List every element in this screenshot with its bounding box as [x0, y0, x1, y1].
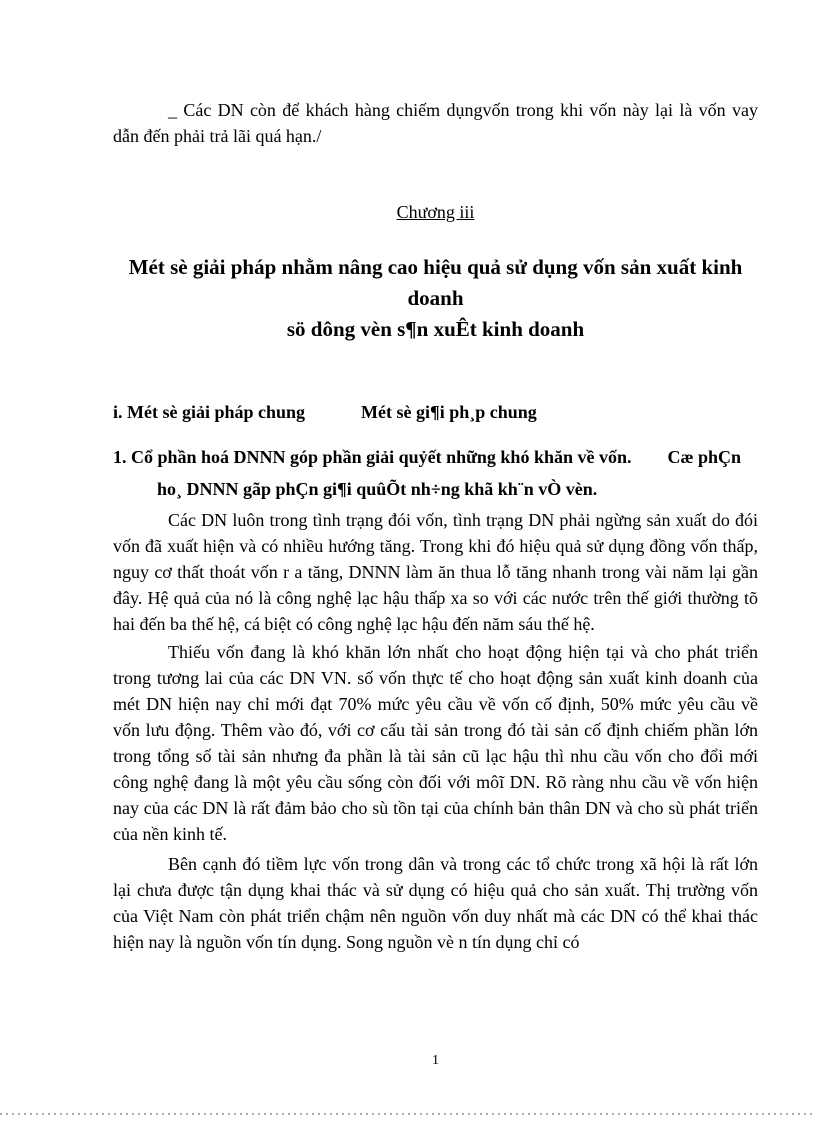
body-paragraph-1: Các DN luôn trong tình trạng đói vốn, tình trạng DN phải ngừng sản xuất do đói vốn đã xuất hiện và có nhiều hướng tăng. Trong khi đó hiệu quả sử dụng đồng vốn thấp, nguy cơ thất thoát vốn r a tăng, DNNN làm ăn thua lỗ tăng nhanh trong vài năm lại gần đây. Hệ quả của nó là công nghệ lạc hậu thấp xa so với các nước trên thế giới thường tõ hai đến ba thế hệ, cá biệt có công nghệ lạc hậu đến năm sáu thế hệ.: [113, 510, 758, 634]
body-paragraph-2: Thiếu vốn đang là khó khăn lớn nhất cho hoạt động hiện tại và cho phát triển trong tương lai của các DN VN. số vốn thực tế cho hoạt động sản xuất kinh doanh của mét DN hiện nay chỉ mới đạt 70% mức yêu cầu về vốn cố định, 50% mức yêu cầu về vốn lưu động. Thêm vào đó, với cơ cấu tài sản trong đó tài sản cố định chiếm phần lớn trong tổng số tài sản nhưng đa phần là tài sản cũ lạc hậu thì nhu cầu vốn cho đổi mới công nghệ đang là một yêu cầu sống còn đối với môĩ DN. Rõ ràng nhu cầu về vốn hiện nay của các DN là rất đảm bảo cho sù tồn tại của chính bản thân DN và cho sù phát triển của nền kinh tế.: [113, 642, 758, 844]
section-1-vi-text: 1. Cổ phần hoá DNNN góp phần giải quỷết những khó khăn về vốn.: [113, 447, 632, 467]
intro-paragraph: _ Các DN còn để khách hàng chiếm dụngvốn trong khi vốn này lại là vốn vay dẫn đến phải trả lãi quá hạn./: [113, 100, 758, 146]
section-i-tcvn-text: Mét sè gi¶i ph¸p chung: [361, 402, 537, 422]
section-heading-1: [113, 441, 758, 505]
document-title: [113, 252, 758, 345]
section-heading-i: [113, 399, 758, 425]
section-1-tcvn-text: Cæ phÇn ho¸ DNNN gãp phÇn gi¶i quûÕt nh÷ng khã kh¨n vÒ vèn.: [157, 447, 742, 499]
chapter-label: [113, 199, 758, 225]
title-line-1: Mét sè giải pháp nhằm nâng cao hiệu quả sử dụng vốn sản xuất kinh doanh: [128, 255, 743, 310]
page-break-dotted-line: [0, 1113, 816, 1115]
page-number: 1: [432, 1053, 439, 1068]
section-i-vi-text: i. Mét sè giải pháp chung: [113, 402, 306, 422]
chapter-label-text: Chương iii: [396, 202, 475, 222]
page-content: [113, 0, 758, 955]
body-paragraph-3: Bên cạnh đó tiềm lực vốn trong dân và trong các tổ chức trong xã hội là rất lớn lại chưa được tận dụng khai thác và sử dụng có hiệu quả cho sản xuất. Thị trường vốn của Việt Nam còn phát triển chậm nên nguồn vốn duy nhất mà các DN có thể khai thác hiện nay là nguồn vốn tín dụng. Song nguồn vè n tín dụng chỉ có: [113, 854, 758, 952]
title-line-2: sö dông vèn s¶n xuÊt kinh doanh: [286, 317, 585, 341]
